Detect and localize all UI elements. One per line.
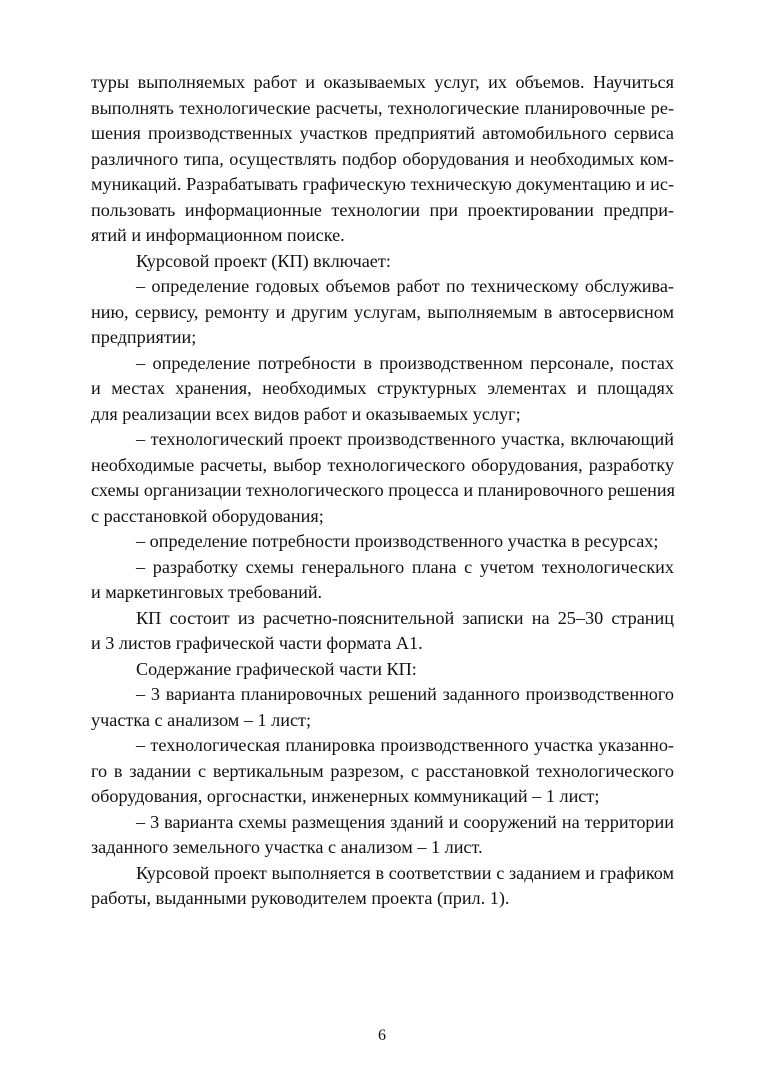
text-line: Курсовой проект (КП) включает:: [136, 250, 391, 271]
text-line: – разработку схемы генерального плана с учетом технологических: [136, 556, 674, 577]
text-line: – определение потребности производственного участка в ресурсах;: [136, 531, 659, 551]
text-line: – технологический проект производственного участка, включающий: [136, 429, 674, 449]
text-line: – технологическая планировка производственного участка указанно-: [136, 735, 674, 755]
text-line: работы, выданными руководителем проекта (прил. 1).: [91, 888, 510, 908]
paragraph-project-includes: [91, 249, 674, 275]
text-line: Курсовой проект выполняется в соответствии с заданием и графиком: [136, 862, 674, 883]
text-line: шения производственных участков предприятий автомобильного сервиса: [91, 123, 674, 143]
text-line: пользовать информационные технологии при проектировании предпри-: [91, 199, 674, 220]
text-line: оборудования, оргоснастки, инженерных коммуникаций – 1 лист;: [91, 786, 600, 806]
text-line: схемы организации технологического процесса и планировочного решения: [91, 480, 675, 500]
paragraph-scope-continuation: [91, 70, 674, 249]
text-line: – 3 варианта схемы размещения зданий и сооружений на территории: [136, 811, 674, 832]
text-line: и местах хранения, необходимых структурных элементах и площадях: [91, 378, 674, 398]
text-line: – определение потребности в производственном персонале, постах: [136, 352, 674, 373]
text-line: заданного земельного участка с анализом – 1 лист.: [91, 837, 483, 857]
text-line: КП состоит из расчетно-пояснительной записки на 25–30 страниц: [136, 607, 674, 628]
paragraph-graphic-part-heading: [91, 657, 674, 683]
paragraph-project-execution: [91, 861, 674, 912]
list-item-master-plan: [91, 555, 674, 606]
body-text: [91, 70, 674, 912]
text-line: го в задании с вертикальным разрезом, с расстановкой технологического: [91, 760, 674, 781]
text-line: предприятии;: [91, 327, 197, 347]
text-line: участка с анализом – 1 лист;: [91, 709, 312, 730]
text-line: необходимые расчеты, выбор технологического оборудования, разработку: [91, 454, 674, 475]
text-line: – 3 варианта планировочных решений заданного производственного: [136, 684, 674, 704]
text-line: и маркетинговых требований.: [91, 582, 323, 602]
list-item-personnel-needs: [91, 351, 674, 428]
list-item-site-placement: [91, 810, 674, 861]
text-line: различного типа, осуществлять подбор оборудования и необходимых ком-: [91, 148, 674, 169]
text-line: – определение годовых объемов работ по техническому обслужива-: [136, 276, 674, 296]
text-line: и 3 листов графической части формата А1.: [91, 633, 423, 653]
text-line: ятий и информационном поиске.: [91, 225, 345, 245]
list-item-annual-volumes: [91, 274, 674, 351]
paragraph-project-composition: [91, 606, 674, 657]
list-item-technological-project: [91, 427, 674, 529]
text-line: с расстановкой оборудования;: [91, 505, 324, 526]
list-item-technological-layout: [91, 733, 674, 810]
text-line: для реализации всех видов работ и оказываемых услуг;: [91, 403, 521, 424]
list-item-resource-needs: [91, 529, 674, 555]
text-line: выполнять технологические расчеты, технологические планировочные ре-: [91, 97, 674, 118]
text-line: нию, сервису, ремонту и другим услугам, выполняемым в автосервисном: [91, 301, 674, 322]
text-line: Содержание графической части КП:: [136, 658, 417, 679]
text-line: туры выполняемых работ и оказываемых услуг, их объемов. Научиться: [91, 72, 674, 92]
list-item-layout-variants: [91, 682, 674, 733]
text-line: муникаций. Разрабатывать графическую техническую документацию и ис-: [91, 174, 674, 194]
page-number: 6: [378, 1027, 386, 1044]
